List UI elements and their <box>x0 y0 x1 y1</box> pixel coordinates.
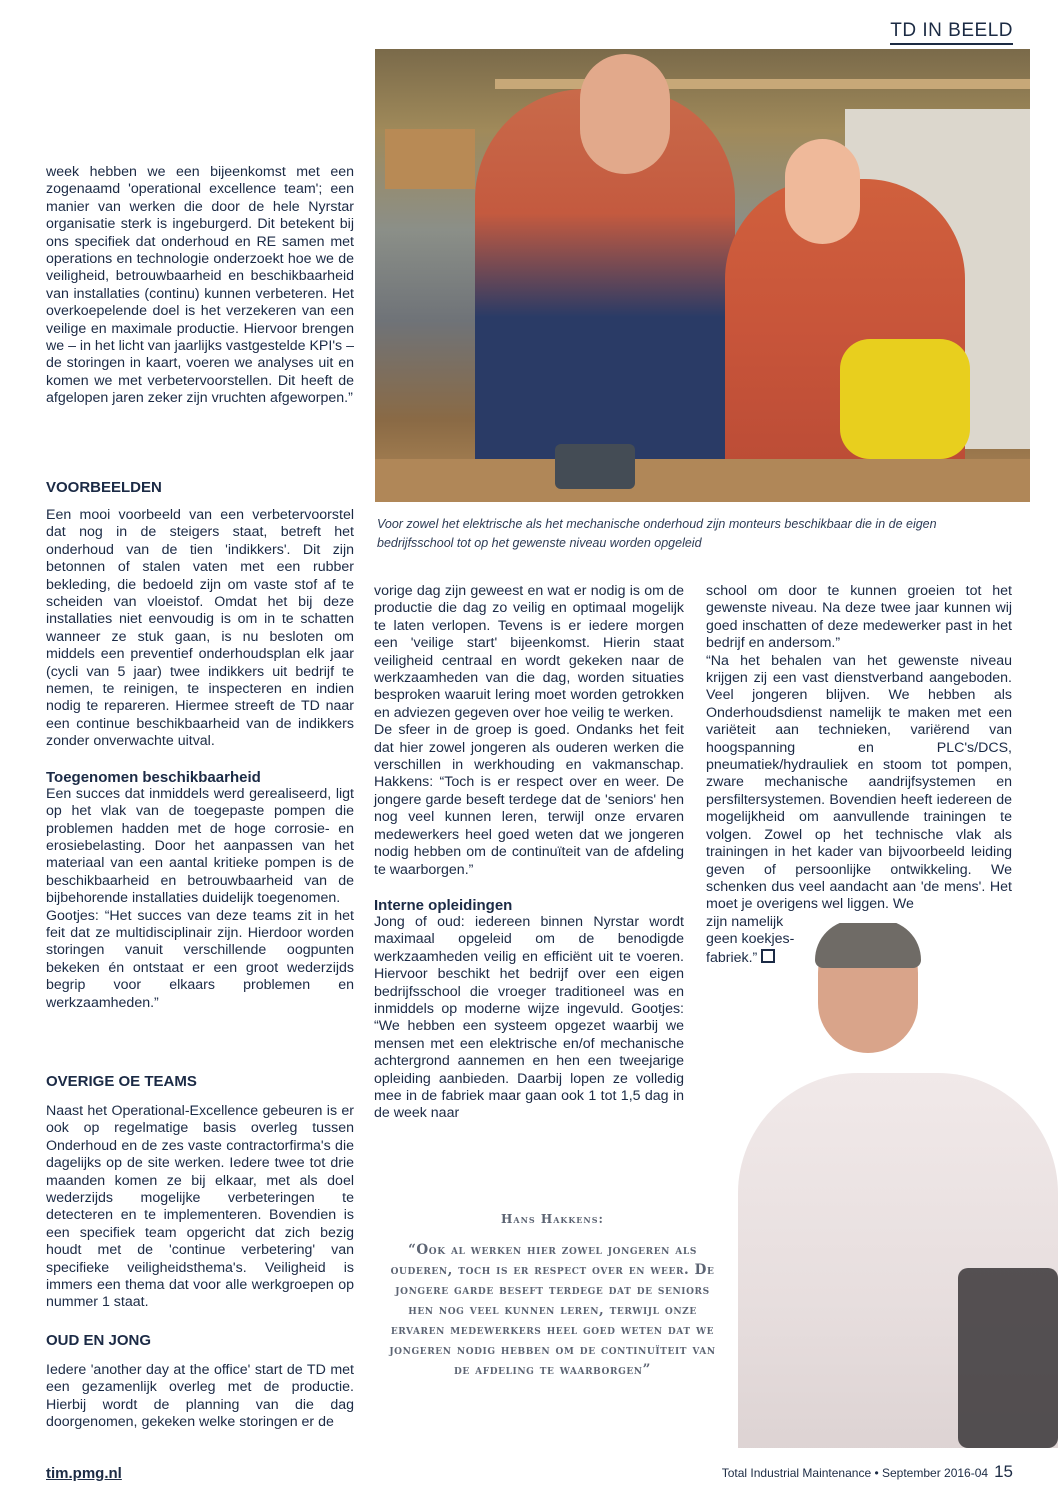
hakkens-portrait <box>718 923 1058 1448</box>
column-1 <box>46 164 354 408</box>
column2-paragraph-2: De sfeer in de groep is goed. Ondanks het feit dat hier zowel jongeren als ouderen werken die verschillen in werkhouding en vakmanschap. Hakkens: “Toch is er respect over en weer. De jongere garde beseft terdege dat de 'seniors' hen nog veel kunnen leren, terwijl onze ervaren medewerkers heel goed weten dat we jongeren nodig hebben om de continuïteit van de afdeling te waarborgen.” <box>374 722 684 878</box>
gootjes-paragraph: Gootjes: “Het succes van deze teams zit in het feit dat ze multidisciplinair zijn. Hierdoor worden storingen vanuit verschillende oogpunten bekeken én ontstaat er een groot wederzijds begrip voor elkaars problemen en werkzaamheden.” <box>46 907 354 1011</box>
column2-paragraph-3: Jong of oud: iedereen binnen Nyrstar wordt maximaal opgeleid om de benodigde werkzaamheden veilig en efficiënt uit te voeren. Hiervoor beschikt het bedrijf over een eigen bedrijfsschool die vroeger traditioneel was en inmiddels op moderne wijze ingevuld. Gootjes: “We hebben een systeem opgezet waarbij we mensen met een elektrische en/of mechanische achtergrond aannemen en hen een tweejarige opleiding aanbieden. Daarbij lopen ze volledig mee in de fabriek maar gaan ook 1 tot 1,5 dag in de week naar <box>374 913 684 1122</box>
heading-overige: OVERIGE OE TEAMS <box>46 1073 197 1090</box>
column3-paragraph-1: school om door te kunnen groeien tot het gewenste niveau. Na deze twee jaar kunnen wij goed inschatten of deze medewerker past in het bedrijf en andersom.” <box>706 583 1012 652</box>
column-2 <box>374 583 684 1123</box>
overige-paragraph: Naast het Operational-Excellence gebeuren is er ook op regelmatige basis overleg tussen Onderhoud en de zes vaste contractorfirma's die dagelijks op de site werken. Iedere twee tot drie maanden komen ze bij elkaar, met als doel wederzijds mogelijke verbeteringen te detecteren en te implementeren. Bovendien is een specifiek team opgericht dat zich bezig houdt met de 'continue verbetering' van specifieke veiligheidsthema's. Veiligheid is immers een thema dat voor alle werkgroepen op nummer 1 staat. <box>46 1103 354 1311</box>
footer-url[interactable]: tim.pmg.nl <box>46 1465 122 1482</box>
column-1-voorbeelden <box>46 479 354 1012</box>
column3-paragraph-2: “Na het behalen van het gewenste niveau krijgen zij een vast dienstverband aangeboden. Veel jongeren blijven. We hebben als Onderhoudsdienst namelijk te maken met een variëteit aan technieken, variërend van hoogspanning en PLC's/DCS, pneumatiek/hydrauliek en stoom tot pompen, zware mechanische aandrijfsystemen en persfiltersystemen. Bovendien heeft iedereen de mogelijkheid om aanvullende trainingen te volgen. Zowel op het technische vlak als trainingen in het kader van bijvoorbeeld leiding geven of persoonlijke ontwikkeling. We schenken dus veel aandacht aan 'de mens'. Het moet je overigens wel liggen. We <box>706 652 1012 913</box>
toegenomen-paragraph: Een succes dat inmiddels werd gerealiseerd, ligt op het vlak van de toegepaste pompen die problemen hadden met de hoge corrosie- en erosiebelasting. Door het aanpassen van het materiaal van een aantal kritieke pompen is de beschikbaarheid en betrouwbaarheid van de bijbehorende installaties duidelijk toegenomen. <box>46 785 354 907</box>
oud-paragraph: Iedere 'another day at the office' start de TD met een gezamenlijk overleg met de productie. Hierbij wordt de planning van die dag doorgenomen, gekeken welke storingen er de <box>46 1361 354 1431</box>
column-1-overige <box>46 1073 354 1432</box>
voorbeelden-paragraph: Een mooi voorbeeld van een verbetervoorstel dat nog in de steigers staat, betreft het onderhoud van de tien 'indikkers'. Dit zijn betonnen of stalen vaten met een rubber bekleding, die bedoeld zijn om vaste stof af te scheiden van vloeistof. Omdat het bij deze installaties niet eenvoudig is om in te schatten wanneer ze stuk gaan, is nu besloten om middels een preventief onderhoudsplan elk jaar (cycli van 5 jaar) twee indikkers uit bedrijf te nemen, te reinigen, te inspecteren en indien nodig te repareren. Hiermee streeft de TD naar een continue beschikbaarheid van de indikkers zonder onverwachte uitval. <box>46 507 354 750</box>
heading-oud-en-jong: OUD EN JONG <box>46 1331 152 1349</box>
heading-voorbeelden: VOORBEELDEN <box>46 479 162 496</box>
photo-caption: Voor zowel het elektrische als het mechanische onderhoud zijn monteurs beschikbaar die in de eigen bedrijfsschool tot op het gewenste niveau worden opgeleid <box>377 517 937 550</box>
column3-paragraph-3b: geen koekjes- <box>706 931 795 948</box>
section-label: TD IN BEELD <box>890 20 1013 45</box>
pull-quote <box>385 1212 720 1380</box>
footer-magazine: Total Industrial Maintenance • September 2016-04 <box>721 1466 989 1480</box>
workshop-photo <box>375 49 1030 502</box>
pull-quote-speaker: Hans Hakkens: <box>501 1212 604 1226</box>
page-number: 15 <box>994 1462 1013 1481</box>
footer-info <box>722 1462 1013 1482</box>
column3-paragraph-3a: zijn namelijk <box>706 913 784 930</box>
heading-toegenomen: Toegenomen beschikbaarheid <box>46 768 261 786</box>
column3-paragraph-3c: fabriek.” <box>706 949 758 966</box>
column-3 <box>706 583 1012 967</box>
pull-quote-text: “Ook al werken hier zowel jongeren als ouderen, toch is er respect over en weer. De jongere garde beseft terdege dat de seniors hen nog veel kunnen leren, terwijl onze ervaren medewerkers heel goed weten dat we jongeren nodig hebben om de continuïteit van de afdeling te waarborgen” <box>389 1242 716 1378</box>
column2-paragraph-1: vorige dag zijn geweest en wat er nodig is om de productie die dag zo veilig en optimaal mogelijk te laten verlopen. Tevens is er iedere morgen een 'veilige start' bijeenkomst. Hierin staat veiligheid centraal en wordt gekeken naar de werkzaamheden van die dag, worden situaties besproken waaruit lering moet worden getrokken en adviezen gegeven over hoe veilig te werken. <box>374 583 684 721</box>
intro-paragraph: week hebben we een bijeenkomst met een zogenaamd 'operational excellence team'; een manier van werken die door de hele Nyrstar organisatie sterk is ingeburgerd. Dit betekent bij ons specifiek dat onderhoud en RE samen met operations en technologie onderzoekt hoe we de veiligheid, betrouwbaarheid en beschikbaarheid van installaties (continu) kunnen verbeteren. Het overkoepelende doel is het verzekeren van een veilige en maximale productie. Hiervoor brengen we – in het licht van jaarlijks vastgestelde KPI's – de storingen in kaart, voeren we analyses uit en komen we met verbetervoorstellen. Dit heeft de afgelopen jaren zeker zijn vruchten afgeworpen.” <box>46 164 354 407</box>
heading-interne-opleidingen: Interne opleidingen <box>374 896 513 914</box>
